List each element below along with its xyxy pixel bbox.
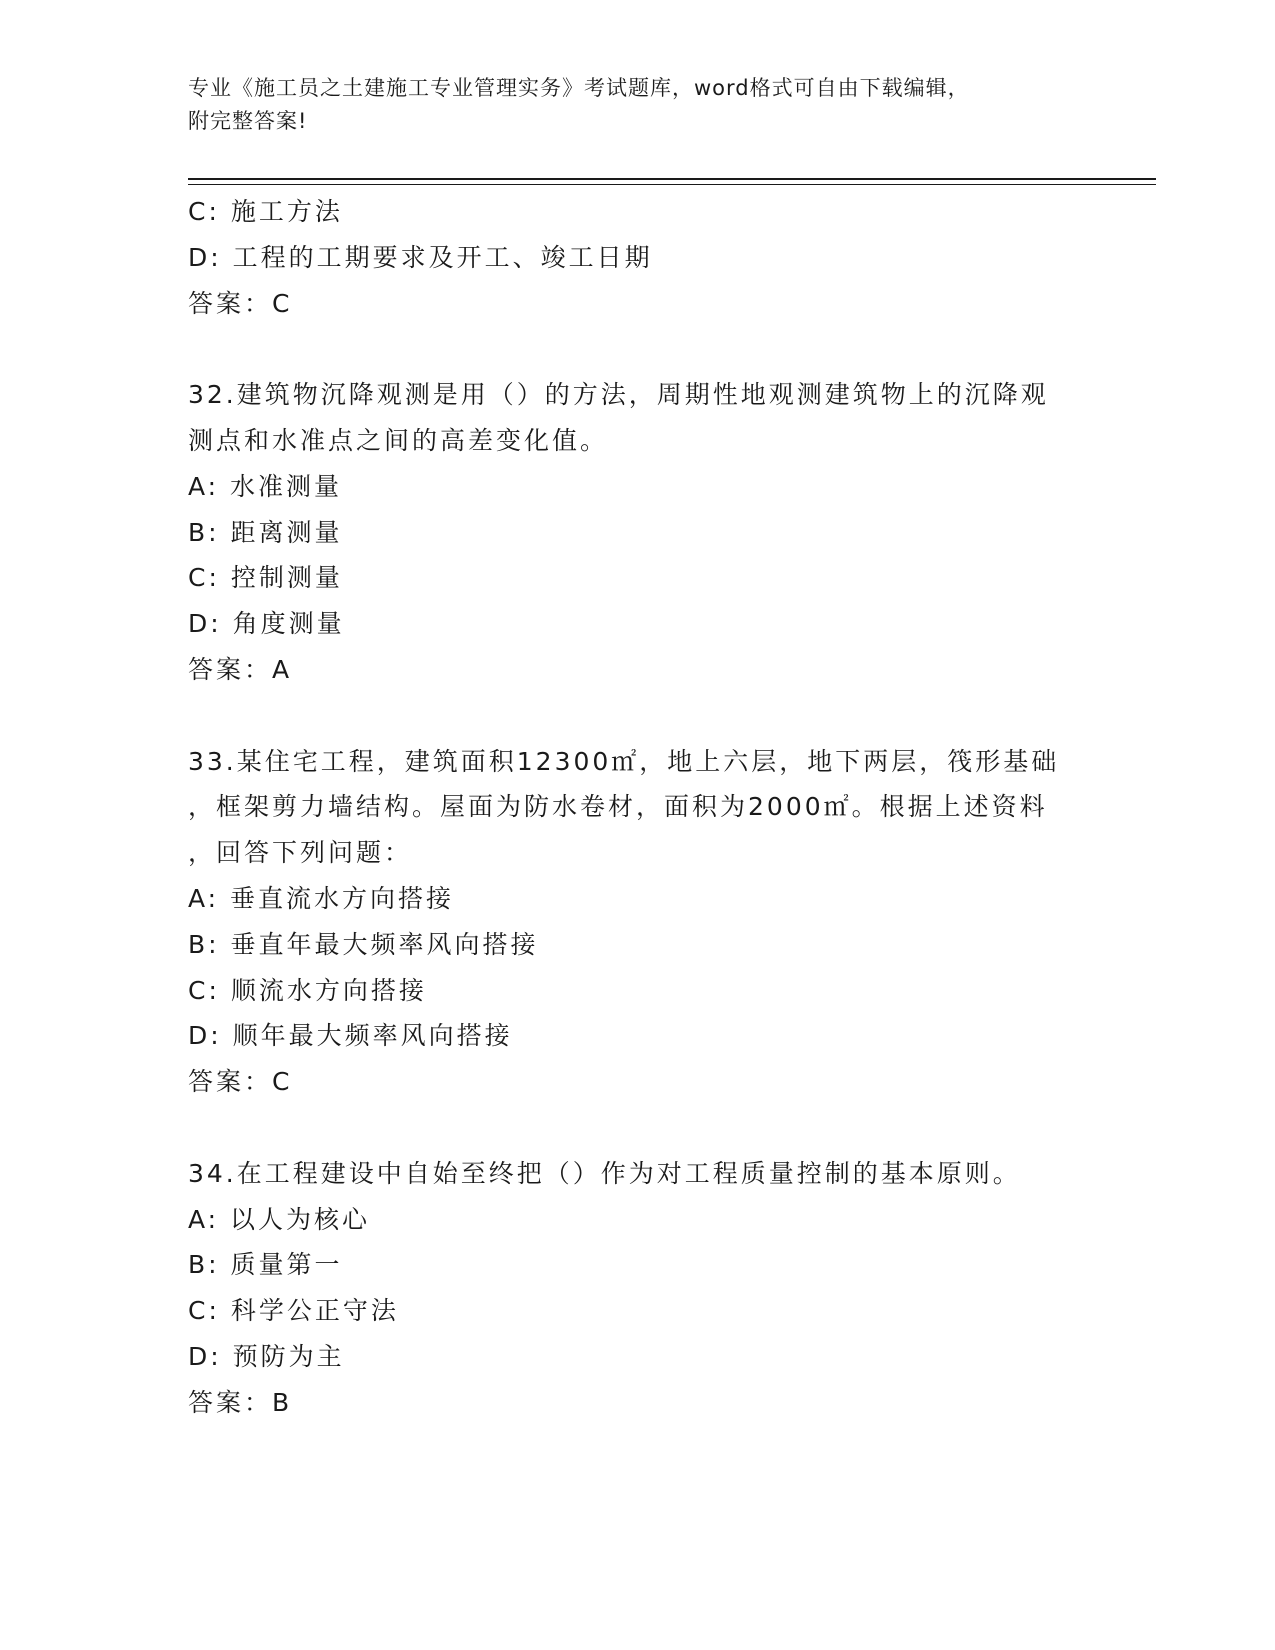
option-c: C: 科学公正守法 — [188, 1296, 399, 1326]
option-a: A: 以人为核心 — [188, 1204, 371, 1234]
question-stem: 测点和水准点之间的高差变化值。 — [188, 425, 609, 455]
question-stem: 32.建筑物沉降观测是用（）的方法，周期性地观测建筑物上的沉降观 — [188, 380, 1049, 410]
question-32 — [188, 372, 1088, 693]
answer: 答案：C — [188, 1067, 293, 1097]
spacer — [188, 693, 1088, 739]
option-b: B: 距离测量 — [188, 517, 343, 547]
option-c: C: 施工方法 — [188, 197, 343, 226]
header-line-2: 附完整答案! — [188, 109, 308, 133]
option-a: A: 水准测量 — [188, 471, 343, 501]
option-d: D: 顺年最大频率风向搭接 — [188, 1021, 513, 1051]
question-33 — [188, 739, 1088, 1105]
option-c: C: 顺流水方向搭接 — [188, 975, 427, 1005]
question-stem: ，回答下列问题： — [188, 838, 413, 868]
question-34 — [188, 1151, 1088, 1426]
header-divider-thick — [188, 178, 1156, 180]
question-stem: 34.在工程建设中自始至终把（）作为对工程质量控制的基本原则。 — [188, 1158, 1021, 1188]
spacer — [188, 1105, 1088, 1151]
question-31 — [188, 189, 1088, 326]
option-d: D: 工程的工期要求及开工、竣工日期 — [188, 242, 653, 272]
answer: 答案：C — [188, 288, 293, 318]
option-b: B: 垂直年最大频率风向搭接 — [188, 929, 539, 959]
document-header — [188, 72, 1088, 138]
document-body — [188, 189, 1088, 1426]
header-line-1: 专业《施工员之土建施工专业管理实务》考试题库，word格式可自由下载编辑， — [188, 76, 970, 100]
question-stem: ，框架剪力墙结构。屋面为防水卷材，面积为2000㎡。根据上述资料 — [188, 792, 1048, 822]
option-a: A: 垂直流水方向搭接 — [188, 883, 455, 913]
header-divider-thin — [188, 184, 1156, 185]
option-d: D: 预防为主 — [188, 1341, 345, 1371]
option-c: C: 控制测量 — [188, 563, 343, 593]
option-b: B: 质量第一 — [188, 1250, 343, 1280]
option-d: D: 角度测量 — [188, 609, 345, 639]
answer: 答案：B — [188, 1387, 293, 1417]
question-stem: 33.某住宅工程，建筑面积12300㎡，地上六层，地下两层，筏形基础 — [188, 746, 1060, 776]
spacer — [188, 326, 1088, 372]
answer: 答案：A — [188, 654, 293, 684]
